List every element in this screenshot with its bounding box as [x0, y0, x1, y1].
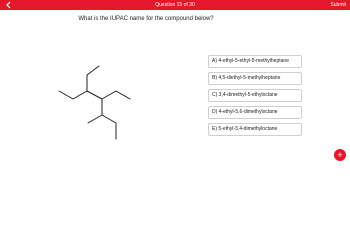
question-text: What is the IUPAC name for the compound below?: [78, 16, 214, 22]
option-d[interactable]: D) 4-ethyl-5,6-dimethyloctane: [208, 106, 302, 119]
submit-button[interactable]: Submit: [330, 2, 346, 8]
option-e[interactable]: E) 5-ethyl-3,4-dimethyloctane: [208, 123, 302, 136]
option-a[interactable]: A) 4-ethyl-5-ethyl-5-methylheptane: [208, 55, 302, 68]
option-b[interactable]: B) 4,5-diethyl-5-methylheptane: [208, 72, 302, 85]
answer-options: [208, 55, 302, 140]
question-counter: Question 15 of 30: [155, 2, 195, 8]
option-c[interactable]: C) 3,4-dimethyl-5-ethyloctane: [208, 89, 302, 102]
add-button[interactable]: [334, 149, 346, 161]
plus-icon: +: [337, 150, 343, 160]
top-bar: [0, 0, 350, 10]
skeletal-structure: [44, 40, 140, 142]
